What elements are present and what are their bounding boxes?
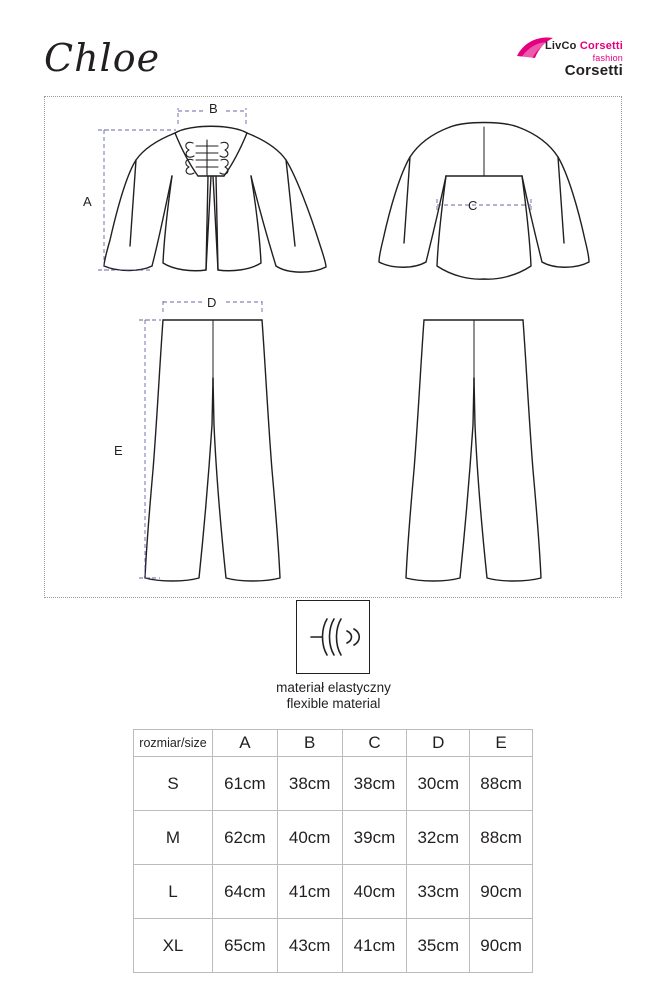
material-caption-en: flexible material <box>286 696 381 711</box>
cell-c: 40cm <box>342 865 407 919</box>
table-header-row <box>134 730 533 757</box>
cell-b: 38cm <box>277 757 342 811</box>
cell-a: 65cm <box>212 919 277 973</box>
cell-b: 43cm <box>277 919 342 973</box>
table-header-d: D <box>407 730 470 757</box>
dim-label-a: A <box>83 194 92 209</box>
page-title: Chloe <box>44 36 161 80</box>
cell-e: 90cm <box>470 865 533 919</box>
dim-label-d: D <box>207 295 217 310</box>
brand-name-secondary: Corsetti <box>564 62 623 79</box>
cell-a: 64cm <box>212 865 277 919</box>
cell-b: 41cm <box>277 865 342 919</box>
leggings-back-illustration <box>406 320 541 581</box>
material-caption <box>0 680 667 712</box>
top-front-illustration <box>104 126 326 272</box>
cell-a: 61cm <box>212 757 277 811</box>
cell-d: 32cm <box>407 811 470 865</box>
cell-e: 88cm <box>470 757 533 811</box>
cell-d: 35cm <box>407 919 470 973</box>
size-table <box>133 729 533 973</box>
brand-livco-accent: Corsetti <box>579 40 623 52</box>
table-row <box>134 811 533 865</box>
cell-c: 39cm <box>342 811 407 865</box>
stretch-fabric-icon <box>297 601 369 673</box>
brand-tagline: fashion <box>592 53 623 63</box>
cell-e: 88cm <box>470 811 533 865</box>
table-header-b: B <box>277 730 342 757</box>
material-caption-pl: materiał elastyczny <box>276 680 391 695</box>
cell-e: 90cm <box>470 919 533 973</box>
cell-size: M <box>134 811 213 865</box>
cell-size: L <box>134 865 213 919</box>
cell-c: 41cm <box>342 919 407 973</box>
cell-d: 30cm <box>407 757 470 811</box>
table-header-c: C <box>342 730 407 757</box>
cell-c: 38cm <box>342 757 407 811</box>
table-row <box>134 757 533 811</box>
table-header-a: A <box>212 730 277 757</box>
table-row <box>134 865 533 919</box>
stretch-fabric-icon-box <box>296 600 370 674</box>
cell-size: XL <box>134 919 213 973</box>
table-header-size: rozmiar/size <box>134 730 213 757</box>
brand-livco: LivCo <box>545 40 577 52</box>
top-back-illustration <box>379 123 589 280</box>
cell-size: S <box>134 757 213 811</box>
cell-b: 40cm <box>277 811 342 865</box>
cell-d: 33cm <box>407 865 470 919</box>
table-header-e: E <box>470 730 533 757</box>
table-row <box>134 919 533 973</box>
leggings-front-illustration <box>145 320 280 581</box>
dim-label-c: C <box>468 198 478 213</box>
cell-a: 62cm <box>212 811 277 865</box>
dim-label-b: B <box>209 101 218 116</box>
dim-label-e: E <box>114 443 123 458</box>
